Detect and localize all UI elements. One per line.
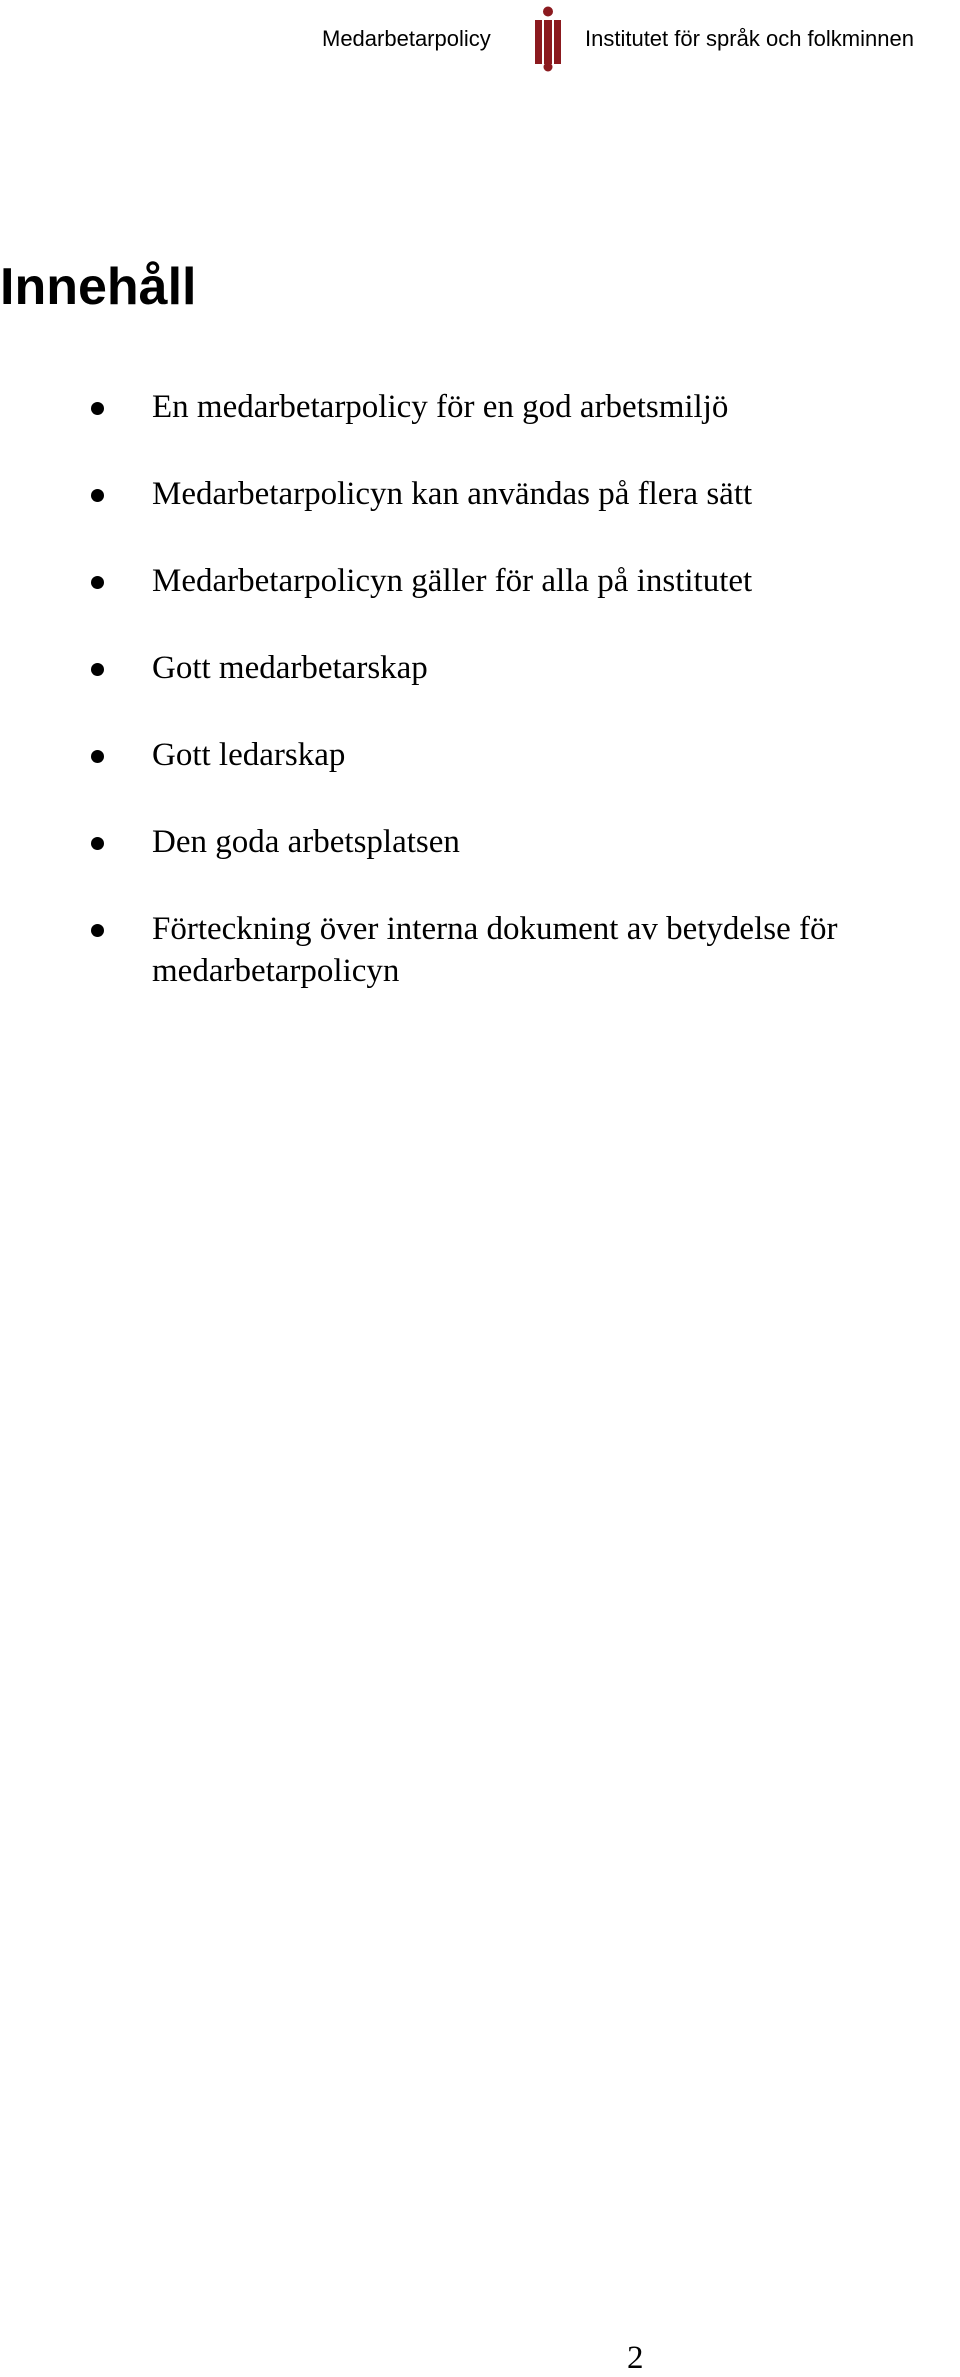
page-header [0,0,960,75]
toc-item [152,734,912,776]
toc-item [152,908,892,992]
toc-item [152,473,912,515]
page-number: 2 [627,2340,644,2376]
toc-item-label: En medarbetarpolicy för en god arbetsmiljö [152,389,729,425]
toc-item [152,647,912,689]
bullet-icon [91,837,104,850]
bullet-icon [91,750,104,763]
toc-item [152,560,912,602]
toc-item-label: Medarbetarpolicyn gäller för alla på institutet [152,563,753,599]
logo-bar-left [535,20,542,64]
toc-item-label: Gott ledarskap [152,737,346,773]
logo-dot [543,7,553,17]
bullet-icon [91,576,104,589]
toc-item-label: Förteckning över interna dokument av betydelse för medarbetarpolicyn [152,911,838,989]
bullet-icon [91,402,104,415]
toc-item-label: Medarbetarpolicyn kan användas på flera sätt [152,476,753,512]
toc-item [152,821,912,863]
bullet-icon [91,663,104,676]
isof-logo-icon [533,6,563,72]
page-title: Innehåll [0,258,197,316]
toc-item [152,386,912,428]
header-organization-name: Institutet för språk och folkminnen [585,26,914,51]
toc-item-label: Den goda arbetsplatsen [152,824,460,860]
bullet-icon [91,924,104,937]
logo-bar-right [554,20,561,64]
logo-bar-center [544,20,552,64]
bullet-icon [91,489,104,502]
logo-bottom-dot [544,63,553,72]
header-document-title: Medarbetarpolicy [322,26,491,51]
toc-item-label: Gott medarbetarskap [152,650,428,686]
